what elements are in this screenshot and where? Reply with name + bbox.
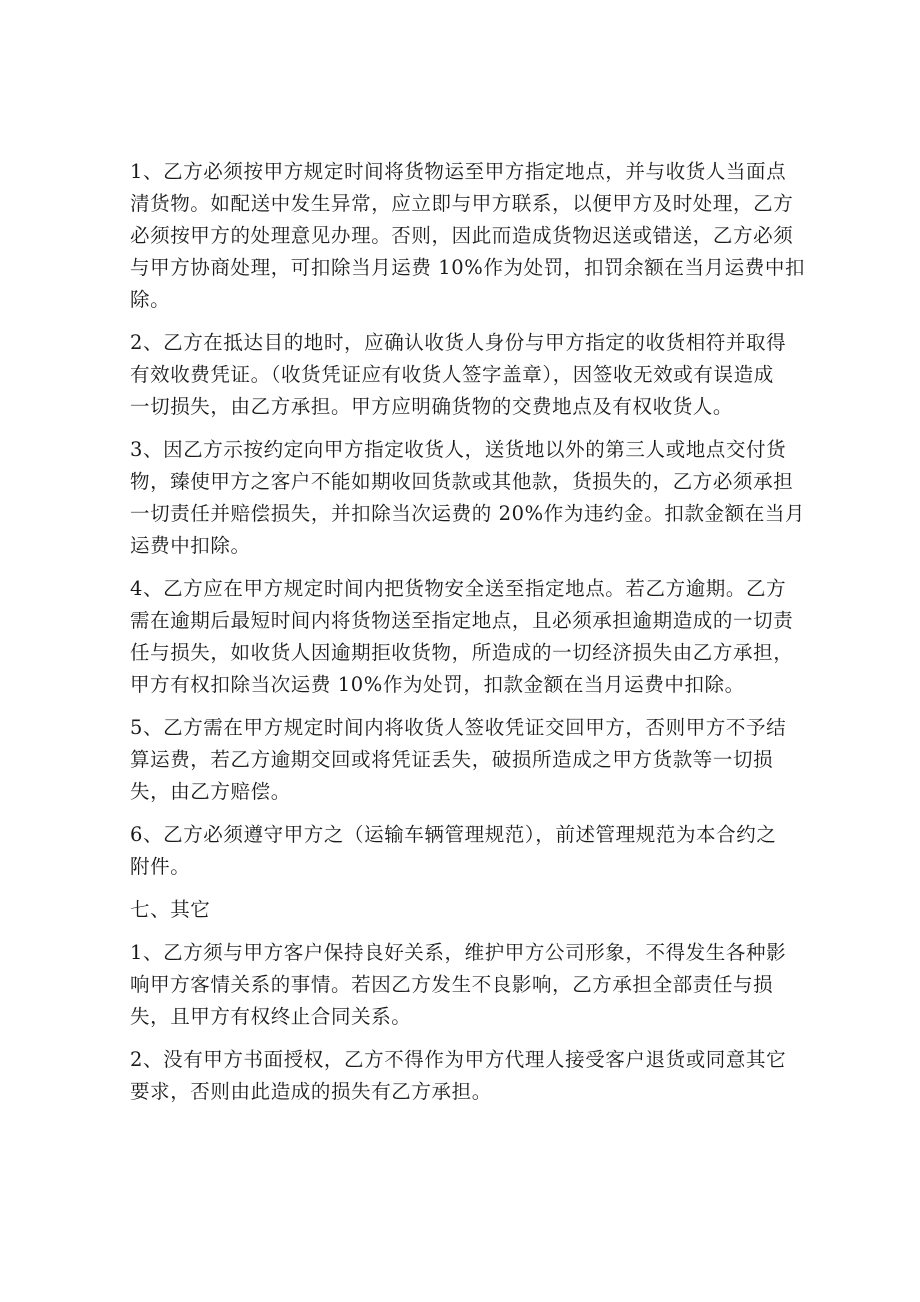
text-line: 清货物。如配送中发生异常，应立即与甲方联系，以便甲方及时处理，乙方 bbox=[130, 192, 794, 215]
text-line: 1、乙方必须按甲方规定时间将货物运至甲方指定地点，并与收货人当面点 bbox=[130, 160, 787, 183]
text-line: 必须按甲方的处理意见办理。否则，因此而造成货物迟送或错送，乙方必须 bbox=[130, 224, 794, 247]
clause-paragraph-1 bbox=[130, 156, 806, 316]
text-line: 2、没有甲方书面授权，乙方不得作为甲方代理人接受客户退货或同意其它 bbox=[130, 1048, 787, 1071]
text-line: 4、乙方应在甲方规定时间内把货物安全送至指定地点。若乙方逾期。乙方 bbox=[130, 577, 787, 600]
clause-paragraph-6 bbox=[130, 819, 795, 883]
text-line: 1、乙方须与甲方客户保持良好关系，维护甲方公司形象，不得发生各种影 bbox=[130, 941, 787, 964]
text-line: 响甲方客情关系的事情。若因乙方发生不良影响，乙方承担全部责任与损 bbox=[130, 973, 774, 996]
text-line: 3、因乙方示按约定向甲方指定收货人，送货地以外的第三人或地点交付货 bbox=[130, 438, 787, 461]
text-line: 算运费，若乙方逾期交回或将凭证丢失，破损所造成之甲方货款等一切损 bbox=[130, 748, 774, 771]
text-line: 5、乙方需在甲方规定时间内将收货人签收凭证交回甲方，否则甲方不予结 bbox=[130, 716, 787, 739]
text-line: 失，且甲方有权终止合同关系。 bbox=[130, 1005, 412, 1028]
text-line: 要求，否则由此造成的损失有乙方承担。 bbox=[130, 1080, 492, 1103]
text-line: 失，由乙方赔偿。 bbox=[130, 780, 291, 803]
text-line: 与甲方协商处理，可扣除当月运费 10%作为处罚，扣罚余额在当月运费中扣 bbox=[130, 256, 806, 279]
text-line: 任与损失，如收货人因逾期拒收货物，所造成的一切经济损失由乙方承担， bbox=[130, 641, 794, 664]
clause-paragraph-4 bbox=[130, 573, 795, 701]
text-line: 2、乙方在抵达目的地时，应确认收货人身份与甲方指定的收货相符并取得 bbox=[130, 331, 787, 354]
text-line: 一切损失，由乙方承担。甲方应明确货物的交费地点及有权收货人。 bbox=[130, 395, 734, 418]
section-heading: 七、其它 bbox=[130, 898, 211, 921]
text-line: 一切责任并赔偿损失，并扣除当次运费的 20%作为违约金。扣款金额在当月 bbox=[130, 502, 806, 525]
section-paragraph-2 bbox=[130, 1044, 795, 1108]
text-line: 6、乙方必须遵守甲方之（运输车辆管理规范），前述管理规范为本合约之 bbox=[130, 823, 777, 846]
clause-paragraph-3 bbox=[130, 434, 806, 562]
clause-paragraph-5 bbox=[130, 712, 795, 808]
text-line: 除。 bbox=[130, 288, 171, 311]
document-body bbox=[130, 156, 806, 1119]
text-line: 运费中扣除。 bbox=[130, 534, 251, 557]
clause-paragraph-2 bbox=[130, 327, 795, 423]
section-paragraph-1 bbox=[130, 937, 795, 1033]
text-line: 甲方有权扣除当次运费 10%作为处罚，扣款金额在当月运费中扣除。 bbox=[130, 673, 745, 696]
text-line: 需在逾期后最短时间内将货物送至指定地点，且必须承担逾期造成的一切责 bbox=[130, 609, 794, 632]
text-line: 附件。 bbox=[130, 855, 191, 878]
text-line: 物，臻使甲方之客户不能如期收回货款或其他款，货损失的，乙方必须承担 bbox=[130, 470, 794, 493]
text-line: 有效收费凭证。（收货凭证应有收货人签字盖章），因签收无效或有误造成 bbox=[130, 363, 774, 386]
